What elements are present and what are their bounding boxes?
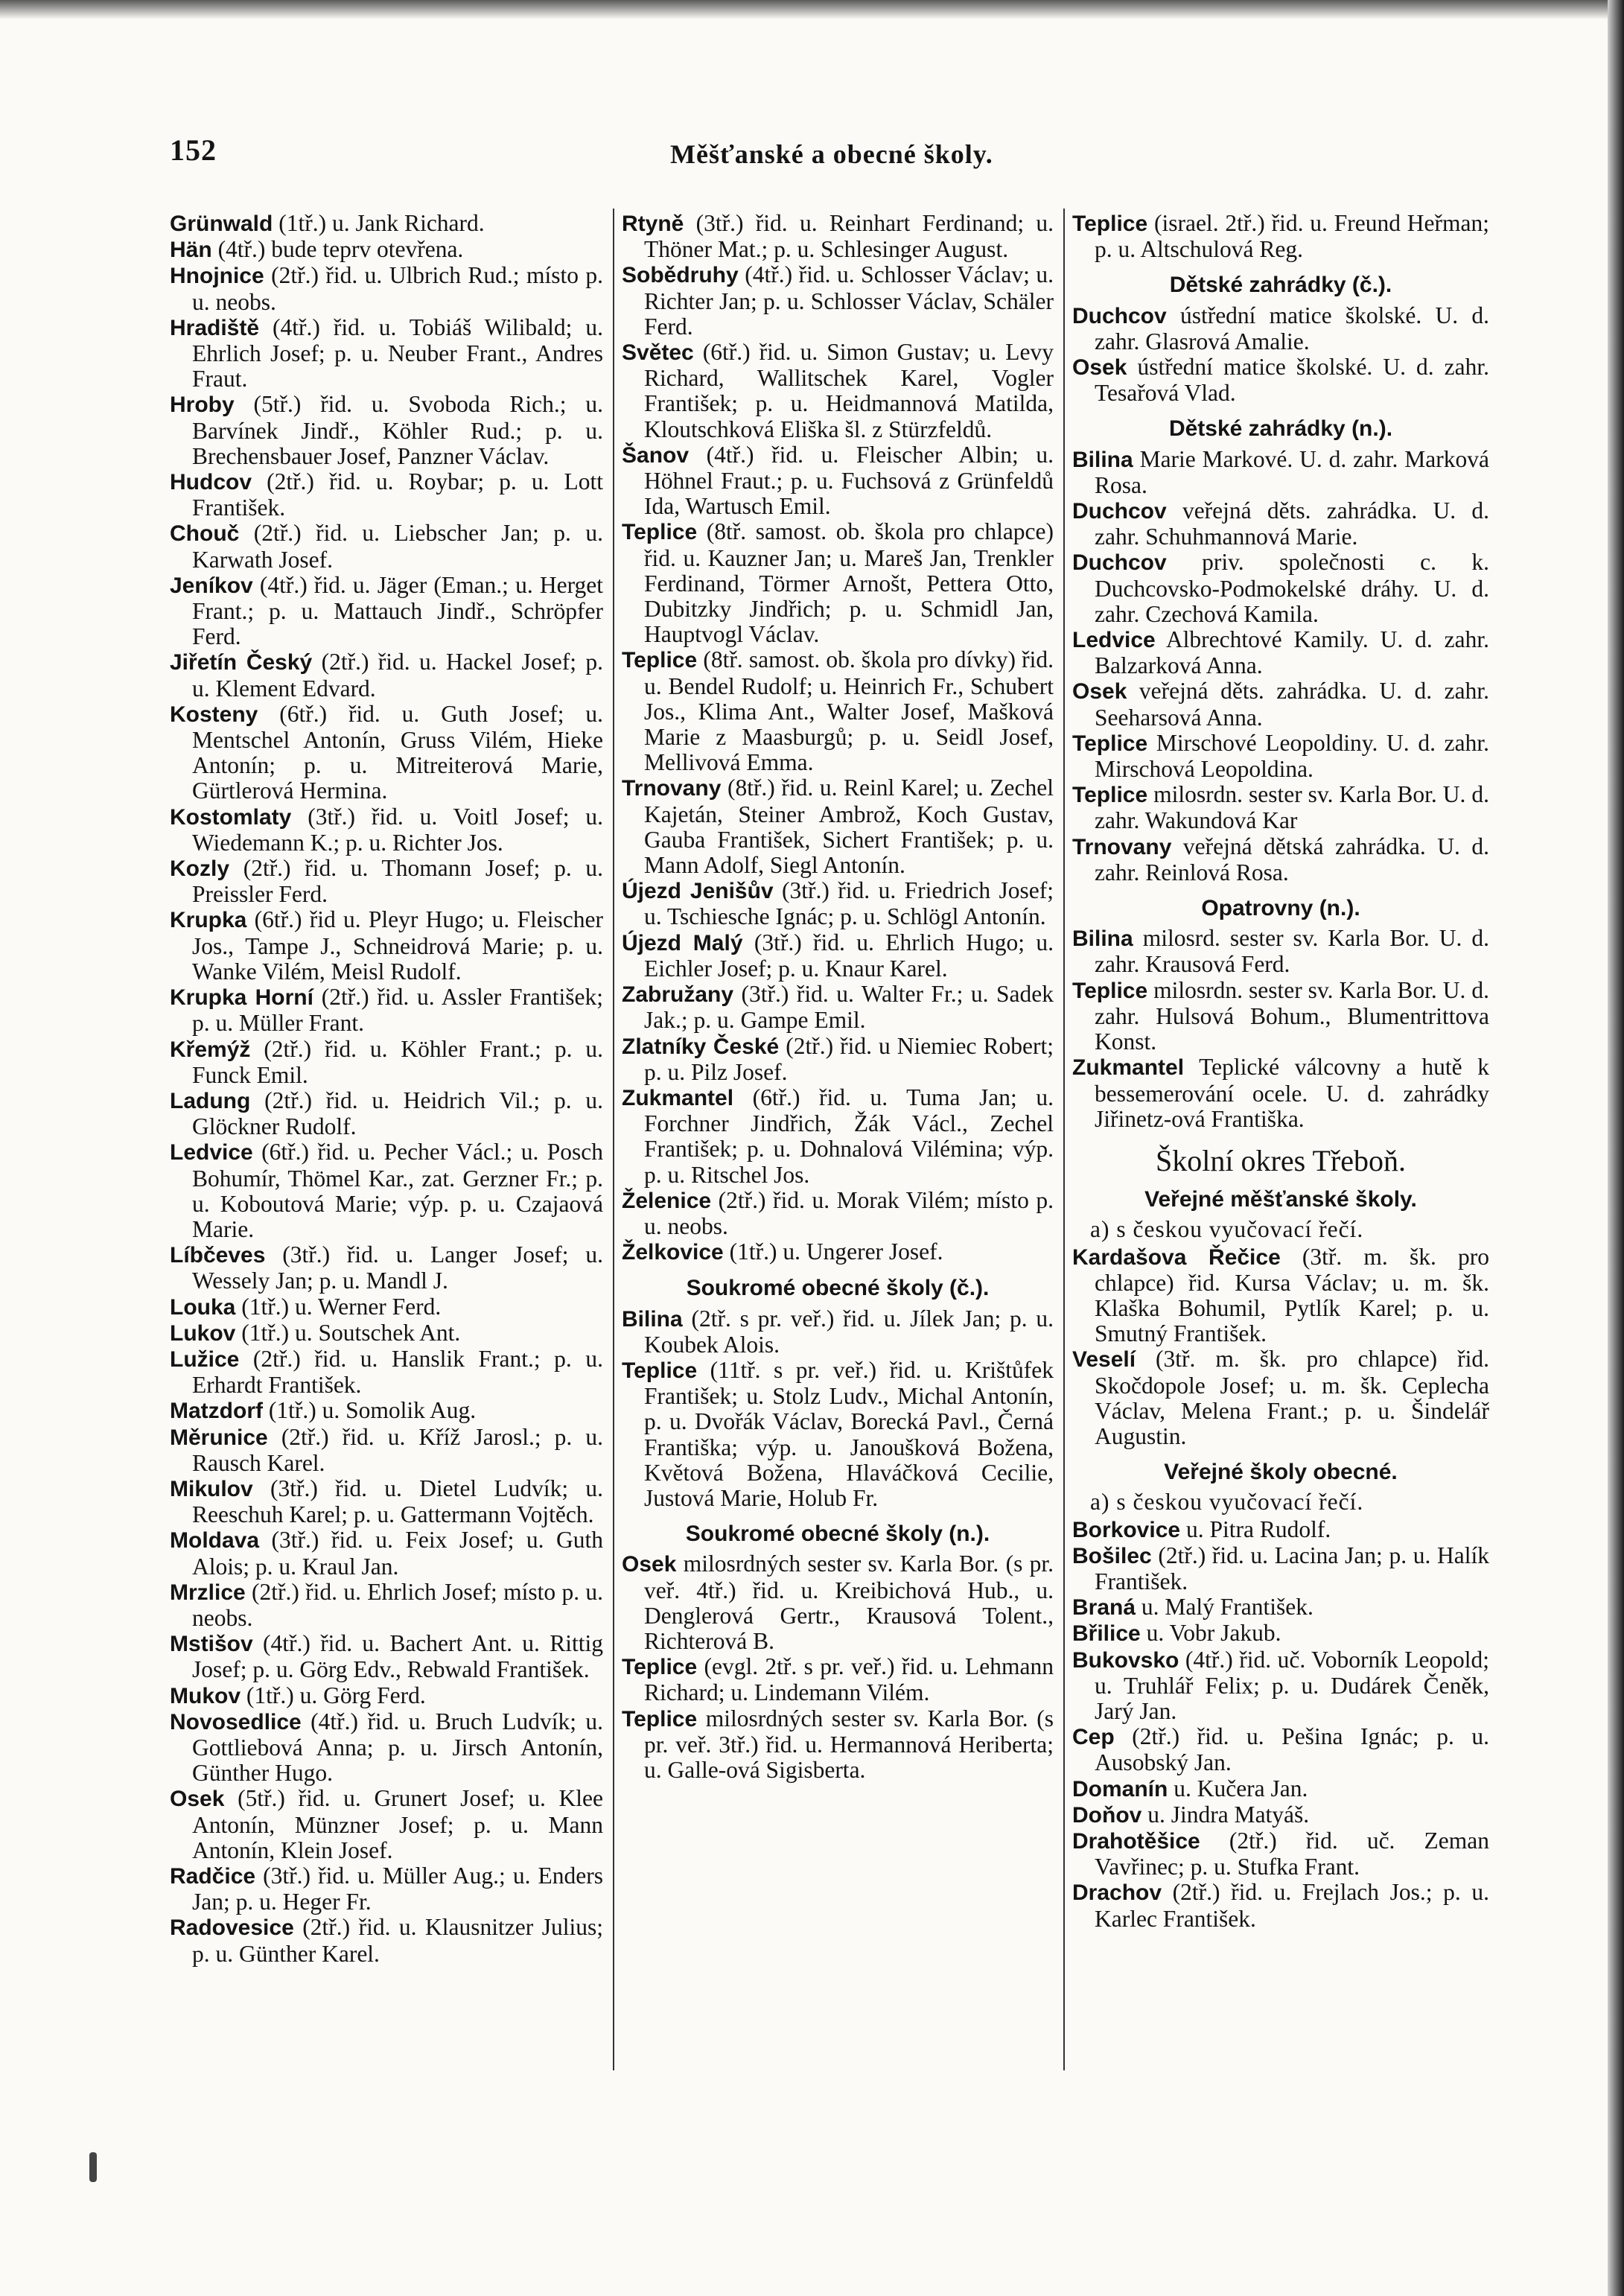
school-entry bbox=[1072, 1346, 1489, 1449]
place-name: Krupka bbox=[170, 908, 247, 933]
entry-text: (1tř.) u. Somolik Aug. bbox=[268, 1397, 477, 1424]
entry-text: Marie Markové. U. d. zahr. Marková Rosa. bbox=[1095, 445, 1489, 498]
entry-text: u. Pitra Rudolf. bbox=[1185, 1516, 1331, 1542]
entry-text: (2tř.) řid. u. Roybar; p. u. Lott František. bbox=[192, 468, 603, 521]
entries-b bbox=[1072, 303, 1489, 407]
place-name: Osek bbox=[1072, 355, 1127, 381]
place-name: Jiřetín Český bbox=[170, 650, 313, 675]
entry-text: (2tř.) řid. u. Ulbrich Rud.; místo p. u. neobs. bbox=[192, 262, 603, 315]
school-entry bbox=[1072, 1880, 1489, 1931]
entry-text: ústřední matice školské. U. d. zahr. Glasrová Amalie. bbox=[1095, 302, 1489, 354]
entry-text: milosrd. sester sv. Karla Bor. U. d. zahr. Krausová Ferd. bbox=[1095, 925, 1489, 978]
scan-top-edge bbox=[0, 0, 1624, 19]
entry-text: (4tř.) řid. u. Fleischer Albin; u. Höhnel Fraut.; p. u. Fuchsová z Grünfeldů Ida, Wartusch Emil. bbox=[644, 441, 1054, 520]
school-entry bbox=[170, 856, 603, 907]
entry-text: Teplické válcovny a hutě k bessemerování ocele. U. d. zahrádky Jiřinetz-ová Františka. bbox=[1095, 1054, 1489, 1132]
entry-text: milosrdných sester sv. Karla Bor. (s pr. veř. 4tř.) řid. u. Kreibichová Hub., u. Denglerová Gertr., Krausová Tolent., Richterová B. bbox=[644, 1551, 1054, 1654]
place-name: Borkovice bbox=[1072, 1517, 1181, 1542]
school-entry bbox=[622, 1358, 1054, 1511]
school-entry bbox=[622, 982, 1054, 1033]
entry-text: (6tř.) řid. u. Guth Josef; u. Mentschel Antonín, Gruss Vilém, Hieke Antonín; p. u. Mitreiterová Marie, Gürtlerová Hermina. bbox=[192, 700, 603, 804]
place-name: Ladung bbox=[170, 1088, 251, 1113]
place-name: Radovesice bbox=[170, 1915, 294, 1941]
entry-text: Mirschové Leopoldiny. U. d. zahr. Mirschová Leopoldina. bbox=[1095, 729, 1489, 783]
section-heading: Dětské zahrádky (č.). bbox=[1169, 273, 1392, 298]
entry-text: (3tř.) řid. u. Langer Josef; u. Wessely Jan; p. u. Mandl J. bbox=[192, 1241, 603, 1294]
entry-text: (11tř. s pr. veř.) řid. u. Krištůfek František; u. Stolz Ludv., Michal Antonín, p. u. Dvořák Václav, Borecká Pavl., Černá Františka; výp. u. Janoušková Božena, Květová Božena, Hlaváčková Cecilie, Justová Marie, Holub Fr. bbox=[644, 1356, 1054, 1511]
entry-text: milosrdn. sester sv. Karla Bor. U. d. zahr. Wakundová Kar bbox=[1095, 781, 1489, 834]
entry-text: ústřední matice školské. U. d. zahr. Tesařová Vlad. bbox=[1095, 354, 1489, 407]
place-name: Doňov bbox=[1072, 1802, 1142, 1828]
entries-f bbox=[1072, 1517, 1489, 1932]
school-entry bbox=[1072, 550, 1489, 627]
school-entry bbox=[170, 907, 603, 985]
school-entry bbox=[170, 649, 603, 701]
school-entry bbox=[622, 1706, 1054, 1784]
entry-text: (4tř.) řid. uč. Voborník Leopold; u. Truhlář Felix; p. u. Dudárek Čeněk, Jarý Jan. bbox=[1095, 1646, 1489, 1724]
entry-text: (4tř.) řid. u. Jäger (Eman.; u. Herget Frant.; p. u. Mattauch Jindř., Schröpfer Ferd. bbox=[192, 571, 603, 650]
school-entry bbox=[170, 1709, 603, 1787]
place-name: Mstišov bbox=[170, 1632, 253, 1657]
place-name: Bilina bbox=[1072, 447, 1133, 472]
entry-text: (3tř.) řid. u. Reinhart Ferdinand; u. Thöner Mat.; p. u. Schlesinger August. bbox=[644, 211, 1054, 263]
entry-text: u. Jindra Matyáš. bbox=[1147, 1801, 1310, 1828]
section-heading: Soukromé obecné školy (č.). bbox=[686, 1276, 990, 1301]
entry-text: (4tř.) řid. u. Bachert Ant. u. Rittig Josef; p. u. Görg Edv., Rebwald František. bbox=[192, 1630, 603, 1683]
entry-text: (6tř.) řid. u. Pecher Václ.; u. Posch Bohumír, Thömel Kar., zat. Gerzner Fr.; p. u. Koboutová Marie; výp. p. u. Czajaová Marie. bbox=[192, 1139, 603, 1242]
school-entry bbox=[622, 878, 1054, 929]
entry-text: (evgl. 2tř. s pr. veř.) řid. u. Lehmann Richard; u. Lindemann Vilém. bbox=[644, 1653, 1054, 1706]
school-entry bbox=[1072, 211, 1489, 262]
school-entry bbox=[1072, 1776, 1489, 1802]
place-name: Kosteny bbox=[170, 702, 258, 727]
school-entry bbox=[622, 340, 1054, 442]
place-name: Újezd Jenišův bbox=[622, 879, 774, 904]
entry-text: (2tř.) řid. u. Hackel Josef; p. u. Klement Edvard. bbox=[192, 649, 603, 702]
school-entry bbox=[170, 1088, 603, 1139]
place-name: Šanov bbox=[622, 442, 690, 468]
entry-text: (2tř.) řid. u. Ehrlich Josef; místo p. u. neobs. bbox=[192, 1578, 603, 1631]
place-name: Bilina bbox=[622, 1306, 683, 1332]
place-name: Kardašova Řečice bbox=[1072, 1244, 1281, 1270]
place-name: Křemýž bbox=[170, 1037, 251, 1062]
place-name: Krupka Horní bbox=[170, 985, 313, 1011]
school-entry bbox=[170, 521, 603, 572]
entry-text: (2tř.) řid. u. Köhler Frant.; p. u. Funck Emil. bbox=[192, 1035, 603, 1088]
entry-text: (6tř.) řid. u. Simon Gustav; u. Levy Richard, Wallitschek Karel, Vogler František; p. u. Heidmannová Matilda, Kloutschková Eliška šl. z Stürzfeldů. bbox=[644, 339, 1054, 442]
entry-text: (1tř.) u. Jank Richard. bbox=[278, 211, 485, 236]
entry-text: (4tř.) bude teprv otevřena. bbox=[217, 236, 464, 263]
column-1 bbox=[170, 211, 603, 2177]
entry-text: (8tř. samost. ob. škola pro chlapce) řid. u. Kauzner Jan; u. Mareš Jan, Trenkler Ferdinand, Törmer Arnošt, Pettera Otto, Dubitzky Jindřich; p. u. Schmidl Jan, Hauptvogl Václav. bbox=[644, 518, 1054, 648]
entry-text: (3tř.) řid. u. Friedrich Josef; u. Tschiesche Ignác; p. u. Schlögl Antonín. bbox=[644, 877, 1054, 930]
school-entry bbox=[622, 930, 1054, 982]
entry-text: (3tř. m. šk. pro chlapce) řid. Skočdopole Josef; u. m. šk. Ceplecha Václav, Melena Frant.; p. u. Šindelář Augustin. bbox=[1095, 1346, 1489, 1449]
school-entry bbox=[1072, 1647, 1489, 1725]
school-entry bbox=[622, 1188, 1054, 1239]
entry-text: (6tř.) řid. u. Tuma Jan; u. Forchner Jindřich, Žák Václ., Zechel František; p. u. Dohnalová Vilémina; výp. p. u. Ritschel Jos. bbox=[644, 1084, 1054, 1188]
entry-text: u. Vobr Jakub. bbox=[1146, 1620, 1281, 1647]
entries-e bbox=[1072, 1244, 1489, 1450]
school-entry bbox=[622, 1306, 1054, 1358]
column-rule-2 bbox=[1063, 209, 1065, 2070]
school-entry bbox=[170, 1346, 603, 1398]
place-name: Bošilec bbox=[1072, 1543, 1152, 1568]
school-entry bbox=[170, 1398, 603, 1424]
school-entry bbox=[1072, 1828, 1489, 1880]
school-entry bbox=[622, 1085, 1054, 1188]
place-name: Duchcov bbox=[1072, 303, 1167, 328]
place-name: Teplice bbox=[1072, 978, 1148, 1003]
place-name: Novosedlice bbox=[170, 1709, 302, 1734]
entry-text: (2tř.) řid. u. Klausnitzer Julius; p. u. Günther Karel. bbox=[192, 1914, 603, 1967]
entry-text: (1tř.) u. Werner Ferd. bbox=[241, 1293, 442, 1320]
place-name: Chouč bbox=[170, 521, 240, 547]
entry-text: (3tř.) řid. u. Walter Fr.; u. Sadek Jak.; p. u. Gampe Emil. bbox=[644, 981, 1054, 1034]
place-name: Drahotěšice bbox=[1072, 1828, 1200, 1854]
school-entry bbox=[622, 262, 1054, 340]
place-name: Světec bbox=[622, 340, 694, 366]
school-entry bbox=[622, 211, 1054, 262]
place-name: Zukmantel bbox=[622, 1085, 734, 1110]
entry-text: (2tř.) řid. u. Liebscher Jan; p. u. Karwath Josef. bbox=[192, 520, 603, 573]
place-name: Mukov bbox=[170, 1683, 241, 1708]
place-name: Zlatníky České bbox=[622, 1034, 780, 1059]
school-entry bbox=[170, 1242, 603, 1294]
place-name: Hradiště bbox=[170, 315, 260, 340]
entry-text: (1tř.) u. Görg Ferd. bbox=[246, 1682, 426, 1708]
place-name: Braná bbox=[1072, 1595, 1136, 1621]
place-name: Drachov bbox=[1072, 1880, 1162, 1906]
place-name: Líbčeves bbox=[170, 1243, 266, 1268]
entry-text: (3tř.) řid. u. Voitl Josef; u. Wiedemann K.; p. u. Richter Jos. bbox=[192, 803, 603, 856]
school-entry bbox=[170, 1786, 603, 1863]
place-name: Trnovany bbox=[622, 776, 722, 801]
place-name: Duchcov bbox=[1072, 550, 1167, 576]
entry-text: Albrechtové Kamily. U. d. zahr. Balzarková Anna. bbox=[1095, 626, 1489, 679]
school-entry bbox=[170, 1915, 603, 1966]
school-entry bbox=[1072, 731, 1489, 782]
entry-text: (3tř.) řid. u. Feix Josef; u. Guth Alois; p. u. Kraul Jan. bbox=[192, 1527, 603, 1580]
school-entry bbox=[1072, 1594, 1489, 1621]
school-entry bbox=[1072, 834, 1489, 885]
school-entry bbox=[170, 1139, 603, 1242]
place-name: Radčice bbox=[170, 1864, 256, 1889]
entry-text: (1tř.) u. Soutschek Ant. bbox=[241, 1319, 461, 1346]
entry-text: (6tř.) řid u. Pleyr Hugo; u. Fleischer Jos., Tampe J., Schneidrová Marie; p. u. Wanke Vilém, Meisl Rudolf. bbox=[192, 906, 603, 985]
school-entry bbox=[1072, 354, 1489, 406]
place-name: Louka bbox=[170, 1294, 236, 1320]
school-entry bbox=[622, 647, 1054, 775]
school-entry bbox=[170, 1294, 603, 1320]
school-entry bbox=[1072, 627, 1489, 678]
place-name: Želkovice bbox=[622, 1240, 724, 1265]
place-name: Ledvice bbox=[1072, 628, 1156, 653]
entry-text: priv. společnosti c. k. Duchcovsko-Podmokelské dráhy. U. d. zahr. Czechová Kamila. bbox=[1095, 549, 1489, 627]
scan-speck bbox=[89, 2152, 97, 2182]
place-name: Hän bbox=[170, 238, 212, 263]
place-name: Hnojnice bbox=[170, 264, 264, 289]
entry-text: (3tř.) řid. u. Müller Aug.; u. Enders Jan; p. u. Heger Fr. bbox=[192, 1863, 603, 1915]
entries-c bbox=[622, 1551, 1054, 1783]
place-name: Moldava bbox=[170, 1528, 260, 1554]
school-entry bbox=[1072, 678, 1489, 730]
place-name: Teplice bbox=[622, 1358, 698, 1383]
school-entry bbox=[170, 1476, 603, 1527]
school-entry bbox=[170, 1683, 603, 1709]
place-name: Hroby bbox=[170, 392, 235, 418]
place-name: Rtyně bbox=[622, 212, 684, 236]
place-name: Osek bbox=[622, 1552, 677, 1577]
place-name: Mrzlice bbox=[170, 1580, 246, 1605]
entry-text: (4tř.) řid. u. Schlosser Václav; u. Richter Jan; p. u. Schlosser Václav, Schäler Ferd. bbox=[644, 261, 1054, 340]
entry-text: u. Kučera Jan. bbox=[1174, 1775, 1308, 1801]
school-entry bbox=[622, 1551, 1054, 1654]
entry-text: (4tř.) řid. u. Bruch Ludvík; u. Gottliebová Anna; p. u. Jirsch Antonín, Günther Hugo. bbox=[192, 1708, 603, 1787]
school-entry bbox=[1072, 1244, 1489, 1347]
place-name: Ledvice bbox=[170, 1140, 253, 1166]
place-name: Domanín bbox=[1072, 1776, 1168, 1801]
school-entry bbox=[1072, 1802, 1489, 1828]
entries-d bbox=[1072, 926, 1489, 1132]
place-name: Cep bbox=[1072, 1725, 1115, 1750]
column-3 bbox=[1072, 211, 1489, 2177]
language-subheading: a) s českou vyučovací řečí. bbox=[1090, 1216, 1364, 1243]
entry-text: (israel. 2tř.) řid. u. Freund Heřman; p. u. Altschulová Reg. bbox=[1095, 211, 1489, 263]
place-name: Lužice bbox=[170, 1346, 240, 1372]
place-name: Újezd Malý bbox=[622, 930, 743, 955]
school-entry bbox=[622, 775, 1054, 878]
school-entry bbox=[170, 263, 603, 314]
place-name: Duchcov bbox=[1072, 499, 1167, 524]
section-heading: Veřejné měšťanské školy. bbox=[1144, 1187, 1417, 1212]
entry-text: (2tř.) řid. u. Thomann Josef; p. u. Preissler Ferd. bbox=[192, 855, 603, 908]
place-name: Grünwald bbox=[170, 212, 273, 236]
place-name: Veselí bbox=[1072, 1347, 1136, 1373]
school-entry bbox=[1072, 1621, 1489, 1647]
entries-a bbox=[622, 211, 1054, 1265]
place-name: Teplice bbox=[1072, 783, 1148, 808]
school-entry bbox=[1072, 447, 1489, 498]
entry-text: (2tř.) řid. u. Lacina Jan; p. u. Halík František. bbox=[1095, 1542, 1489, 1594]
entry-text: veřejná dětská zahrádka. U. d. zahr. Reinlová Rosa. bbox=[1095, 833, 1489, 885]
entry-text: (2tř.) řid. u. Morak Vilém; místo p. u. neobs. bbox=[644, 1186, 1054, 1239]
entry-text: milosrdných sester sv. Karla Bor. (s pr. veř. 3tř.) řid. u. Hermannová Heriberta; u. Galle-ová Sigisberta. bbox=[644, 1705, 1054, 1783]
column-2 bbox=[622, 211, 1054, 2177]
school-entry bbox=[170, 1580, 603, 1631]
entry-text: (3tř.) řid. u. Dietel Ludvík; u. Reeschuh Karel; p. u. Gattermann Vojtěch. bbox=[192, 1475, 603, 1528]
section-heading: Soukromé obecné školy (n.). bbox=[685, 1521, 990, 1547]
school-entry bbox=[170, 211, 603, 237]
entries-c bbox=[1072, 447, 1489, 885]
entry-text: (2tř.) řid. u. Pešina Ignác; p. u. Ausobský Jan. bbox=[1095, 1723, 1489, 1776]
school-entry bbox=[622, 519, 1054, 647]
column-rule-1 bbox=[613, 209, 614, 2070]
place-name: Teplice bbox=[622, 520, 698, 545]
school-entry bbox=[622, 1654, 1054, 1705]
school-entry bbox=[170, 1527, 603, 1579]
school-entry bbox=[170, 573, 603, 650]
place-name: Matzdorf bbox=[170, 1399, 263, 1424]
place-name: Bilina bbox=[1072, 926, 1133, 952]
school-entry bbox=[1072, 498, 1489, 550]
district-heading: Školní okres Třeboň. bbox=[1156, 1143, 1406, 1177]
place-name: Želenice bbox=[622, 1188, 712, 1213]
place-name: Teplice bbox=[622, 648, 698, 673]
school-entry bbox=[622, 1034, 1054, 1085]
entry-text: (2tř.) řid. u Niemiec Robert; p. u. Pilz Josef. bbox=[644, 1032, 1054, 1085]
section-heading: Dětské zahrádky (n.). bbox=[1168, 416, 1393, 442]
school-entry bbox=[170, 1320, 603, 1346]
entry-text: (2tř.) řid. u. Hanslik Frant.; p. u. Erhardt František. bbox=[192, 1345, 603, 1399]
school-entry bbox=[622, 442, 1054, 520]
entry-text: (8tř. samost. ob. škola pro dívky) řid. u. Bendel Rudolf; u. Heinrich Fr., Schubert Jos., Klima Ant., Walter Josef, Mašková Marie z Maasburgů; p. u. Seidl Josef, Mellivová Emma. bbox=[644, 646, 1054, 776]
place-name: Mikulov bbox=[170, 1476, 253, 1501]
place-name: Osek bbox=[170, 1787, 225, 1812]
entry-text: (2tř. s pr. veř.) řid. u. Jílek Jan; p. u. Koubek Alois. bbox=[644, 1305, 1054, 1358]
school-entry bbox=[1072, 978, 1489, 1055]
entry-text: (8tř.) řid. u. Reinl Karel; u. Zechel Kajetán, Steiner Ambrož, Koch Gustav, Gauba František, Sichert František; p. u. Mann Adolf, Siegl Antonín. bbox=[644, 775, 1054, 879]
entry-text: (1tř.) u. Ungerer Josef. bbox=[729, 1238, 943, 1265]
entry-text: milosrdn. sester sv. Karla Bor. U. d. zahr. Hulsová Bohum., Blumentrittova Konst. bbox=[1095, 976, 1489, 1055]
place-name: Hudcov bbox=[170, 470, 252, 495]
entry-text: (5tř.) řid. u. Svoboda Rich.; u. Barvínek Jindř., Köhler Rud.; p. u. Brechensbauer Josef, Panzner Václav. bbox=[192, 391, 603, 469]
place-name: Sobědruhy bbox=[622, 263, 739, 288]
entries-a bbox=[1072, 211, 1489, 262]
entry-text: (3tř.) řid. u. Ehrlich Hugo; u. Eichler Josef; p. u. Knaur Karel. bbox=[644, 929, 1054, 982]
scan-right-edge bbox=[1608, 0, 1624, 2296]
place-name: Lukov bbox=[170, 1320, 236, 1346]
place-name: Kostomlaty bbox=[170, 804, 292, 830]
place-name: Břilice bbox=[1072, 1621, 1141, 1647]
school-entry bbox=[170, 1425, 603, 1476]
language-subheading: a) s českou vyučovací řečí. bbox=[1090, 1489, 1364, 1516]
school-entry bbox=[1072, 303, 1489, 354]
place-name: Teplice bbox=[622, 1655, 698, 1680]
entry-text: (3tř. m. šk. pro chlapce) řid. Kursa Václav; u. m. šk. Klaška Bohumil, Pytlík Karel; p. u. Smutný František. bbox=[1095, 1243, 1489, 1347]
section-heading: Veřejné školy obecné. bbox=[1164, 1460, 1398, 1485]
school-entry bbox=[1072, 1724, 1489, 1775]
running-head: Měšťanské a obecné školy. bbox=[670, 139, 993, 169]
school-entry bbox=[1072, 1055, 1489, 1132]
place-name: Zabružany bbox=[622, 982, 734, 1008]
school-entry bbox=[170, 1631, 603, 1682]
school-entry bbox=[1072, 1517, 1489, 1543]
place-name: Trnovany bbox=[1072, 834, 1172, 859]
page-number: 152 bbox=[170, 133, 217, 167]
place-name: Teplice bbox=[1072, 731, 1148, 756]
place-name: Kozly bbox=[170, 856, 230, 882]
school-entry bbox=[170, 392, 603, 469]
school-entry bbox=[622, 1239, 1054, 1265]
school-entry bbox=[1072, 1543, 1489, 1594]
entry-text: (5tř.) řid. u. Grunert Josef; u. Klee Antonín, Münzner Josef; p. u. Mann Antonín, Klein Josef. bbox=[192, 1785, 603, 1863]
entry-text: u. Malý František. bbox=[1141, 1594, 1313, 1621]
entry-text: veřejná děts. zahrádka. U. d. zahr. Schuhmannová Marie. bbox=[1095, 497, 1489, 550]
entry-text: (2tř.) řid. u. Frejlach Jos.; p. u. Karlec František. bbox=[1095, 1879, 1489, 1932]
entry-text: (2tř.) řid. uč. Zeman Vavřinec; p. u. Stufka Frant. bbox=[1095, 1827, 1489, 1880]
place-name: Teplice bbox=[1072, 212, 1148, 236]
entry-text: (2tř.) řid. u. Heidrich Vil.; p. u. Glöckner Rudolf. bbox=[192, 1087, 603, 1140]
entry-text: (2tř.) řid. u. Assler František; p. u. Müller Frant. bbox=[192, 984, 603, 1037]
school-entry bbox=[170, 1863, 603, 1915]
school-entry bbox=[170, 985, 603, 1036]
school-entry bbox=[170, 469, 603, 521]
place-name: Jeníkov bbox=[170, 573, 253, 598]
school-entry bbox=[1072, 926, 1489, 977]
entries-b bbox=[622, 1306, 1054, 1512]
place-name: Měrunice bbox=[170, 1425, 268, 1450]
school-entry bbox=[170, 1037, 603, 1088]
school-entry bbox=[170, 804, 603, 856]
entry-text: (4tř.) řid. u. Tobiáš Wilibald; u. Ehrlich Josef; p. u. Neuber Frant., Andres Fraut. bbox=[192, 314, 603, 392]
school-entry bbox=[170, 702, 603, 804]
place-name: Teplice bbox=[622, 1706, 698, 1731]
place-name: Bukovsko bbox=[1072, 1647, 1179, 1673]
school-entry bbox=[170, 237, 603, 263]
place-name: Zukmantel bbox=[1072, 1055, 1185, 1081]
entry-text: (2tř.) řid. u. Kříž Jarosl.; p. u. Rausch Karel. bbox=[192, 1423, 603, 1476]
entry-text: veřejná děts. zahrádka. U. d. zahr. Seeharsová Anna. bbox=[1095, 678, 1489, 731]
school-entry bbox=[170, 315, 603, 392]
school-entry bbox=[1072, 782, 1489, 833]
section-heading: Opatrovny (n.). bbox=[1201, 896, 1360, 921]
place-name: Osek bbox=[1072, 679, 1127, 705]
